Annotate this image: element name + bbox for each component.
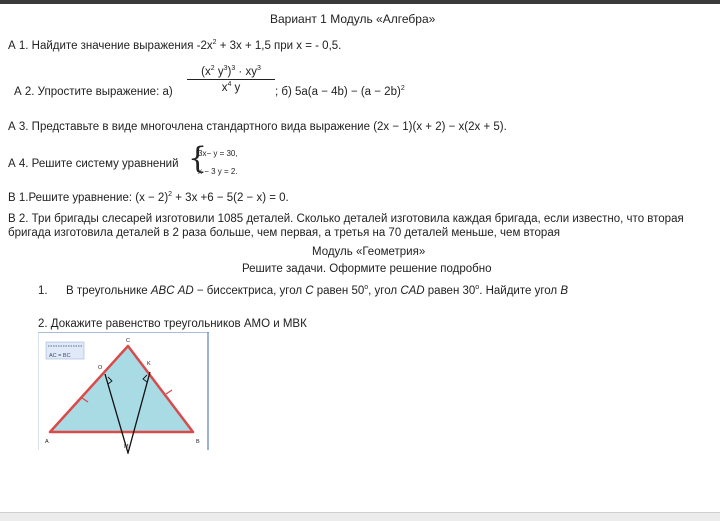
triangle-svg: [38, 332, 209, 454]
triangle-figure: [38, 332, 209, 454]
task-a3-text: Представьте в виде многочлена стандартного вида выражение (2x − 1)(x + 2) − x(2x + 5).: [31, 121, 507, 133]
task-a2-numerator: [187, 66, 275, 80]
num-part-1: (x: [201, 66, 211, 78]
t1-abc: ABC: [150, 285, 175, 297]
task-a4-label: А 4.: [8, 158, 29, 170]
top-bar: [0, 0, 720, 4]
point-label-m: M: [124, 444, 129, 450]
t1-cad: CAD: [400, 285, 425, 297]
task-b2-text: Три бригады слесарей изготовили 1085 деталей. Сколько деталей изготовила каждая бригада, если известно, что вторая бригада изготовила деталей в 2 раза больше, чем первая, а третья на 70 деталей меньше, чем вторая: [8, 213, 684, 239]
geometry-task-2: 2. Докажите равенство треугольников АМО и МВК: [38, 318, 307, 330]
task-b1-exp: 2: [168, 191, 173, 199]
task-a2-label: А 2.: [14, 86, 35, 98]
t1-d: равен 50: [313, 285, 365, 297]
system-eq-2: x − 3 y = 2.: [198, 167, 238, 176]
point-label-k: K: [147, 361, 151, 367]
task-a1-text-after: + 3x + 1,5 при x = - 0,5.: [216, 40, 342, 52]
task-b2: [8, 212, 708, 240]
task-a2-fraction: [187, 66, 275, 94]
den-part-1: x: [221, 82, 228, 94]
task-a1-text: Найдите значение выражения -2x: [31, 40, 213, 52]
t1-angle-b: B: [560, 285, 568, 297]
den-exp-1: 4: [227, 81, 232, 89]
stamp-text: AC = BC: [49, 353, 71, 359]
task-a4-text: Решите систему уравнений: [31, 158, 179, 170]
task-a1-label: А 1.: [8, 40, 29, 52]
num-exp-1: 2: [210, 65, 215, 73]
den-part-2: y: [231, 82, 241, 94]
t1-ad: AD: [177, 285, 194, 297]
vertex-label-b: B: [196, 439, 200, 445]
task-b1-label: В 1.: [8, 192, 29, 204]
num-part-4: · xy: [235, 66, 257, 78]
task-a2-part-b: [275, 86, 405, 98]
task-b2-label: В 2.: [8, 213, 29, 225]
task-a2: [14, 86, 173, 98]
task-a1-exponent: 2: [212, 39, 217, 47]
vertex-label-a: A: [45, 439, 49, 445]
vertex-label-c: C: [126, 338, 130, 344]
task-a2-prompt: Упростите выражение: а): [37, 86, 173, 98]
geometry-task-1: [66, 285, 568, 297]
t1-f: равен 30: [424, 285, 476, 297]
tick-mark-kb: [166, 390, 172, 394]
num-exp-4: 3: [256, 65, 261, 73]
system-brace: {: [188, 141, 208, 176]
geometry-title: Модуль «Геометрия»: [312, 246, 426, 258]
task-b1-text: Решите уравнение: (x − 2): [28, 192, 169, 204]
t1-deg-1: о: [364, 284, 369, 292]
system-eq-1: 3x− y = 30,: [198, 149, 238, 158]
task-b1: [8, 192, 289, 204]
geometry-subtitle: Решите задачи. Оформите решение подробно: [242, 263, 492, 275]
task-a3-label: А 3.: [8, 121, 29, 133]
task-a3: [8, 121, 507, 133]
t1-a: В треугольнике: [66, 285, 151, 297]
geometry-task-1-number: 1.: [38, 285, 48, 297]
task-b1-text-after: + 3x +6 − 5(2 − x) = 0.: [172, 192, 289, 204]
t1-angle-c: C: [305, 285, 314, 297]
task-a2-denominator: [187, 80, 275, 94]
page-title: Вариант 1 Модуль «Алгебра»: [270, 12, 436, 26]
t1-g: . Найдите угол: [479, 285, 561, 297]
num-part-3: ): [227, 66, 232, 78]
num-exp-2: 3: [223, 65, 228, 73]
num-part-2: y: [214, 66, 224, 78]
t1-deg-2: о: [475, 284, 480, 292]
task-a4: [8, 158, 179, 170]
task-a2-part-b-text: ; б) 5a(a − 4b) − (a − 2b): [275, 86, 401, 98]
t1-e: , угол: [368, 285, 401, 297]
task-a1: [8, 40, 341, 52]
num-exp-3: 3: [231, 65, 236, 73]
task-a2-part-b-exp: 2: [400, 85, 405, 93]
point-label-o: O: [98, 365, 103, 371]
t1-c: − биссектриса, угол: [193, 285, 306, 297]
